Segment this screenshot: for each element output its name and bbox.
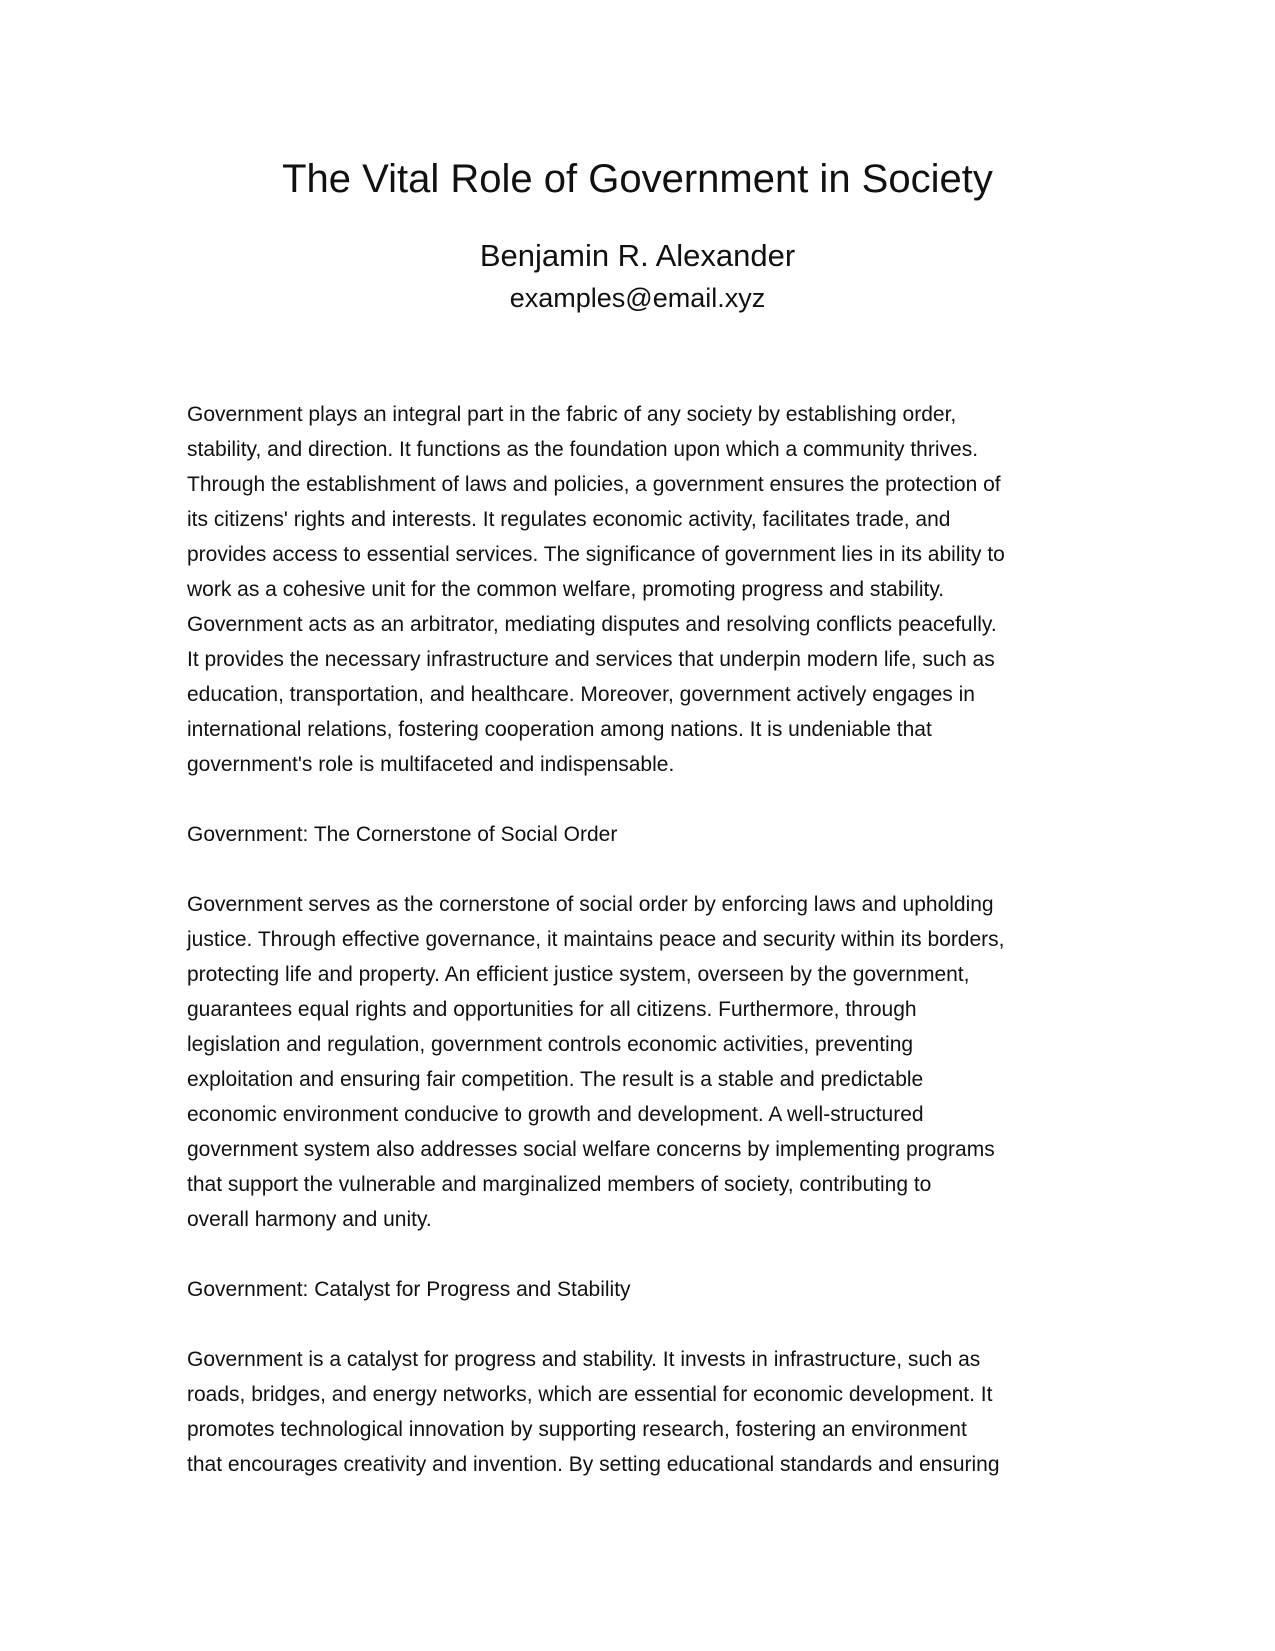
paragraph-line: Government plays an integral part in the fabric of any society by establishing order, xyxy=(187,403,957,426)
paragraph-line: government system also addresses social welfare concerns by implementing programs xyxy=(187,1138,995,1161)
intro-paragraph xyxy=(187,397,1107,782)
paragraph-line: Government acts as an arbitrator, mediating disputes and resolving conflicts peacefully. xyxy=(187,613,997,636)
paragraph-line: provides access to essential services. The significance of government lies in its ability to xyxy=(187,543,1005,566)
paragraph-line: education, transportation, and healthcare. Moreover, government actively engages in xyxy=(187,683,975,706)
paragraph-line: work as a cohesive unit for the common welfare, promoting progress and stability. xyxy=(187,578,945,601)
section-heading-social-order: Government: The Cornerstone of Social Order xyxy=(187,823,618,846)
paragraph-line: guarantees equal rights and opportunities for all citizens. Furthermore, through xyxy=(187,998,917,1021)
author-name: Benjamin R. Alexander xyxy=(479,238,796,273)
paragraph-line: justice. Through effective governance, it maintains peace and security within its borders, xyxy=(187,928,1005,951)
paragraph-line: international relations, fostering cooperation among nations. It is undeniable that xyxy=(187,718,932,741)
paragraph-line: stability, and direction. It functions as the foundation upon which a community thrives. xyxy=(187,438,979,461)
document-title: The Vital Role of Government in Society xyxy=(282,157,993,201)
paragraph-line: Through the establishment of laws and policies, a government ensures the protection of xyxy=(187,473,1001,496)
paragraph-line: legislation and regulation, government controls economic activities, preventing xyxy=(187,1033,914,1056)
paragraph-line: roads, bridges, and energy networks, which are essential for economic development. It xyxy=(187,1383,993,1406)
paragraph-line: economic environment conducive to growth and development. A well-structured xyxy=(187,1103,924,1126)
paragraph-line: exploitation and ensuring fair competition. The result is a stable and predictable xyxy=(187,1068,924,1091)
section-heading-progress: Government: Catalyst for Progress and Stability xyxy=(187,1278,631,1301)
paragraph-line: promotes technological innovation by supporting research, fostering an environment xyxy=(187,1418,967,1441)
paragraph-line: its citizens' rights and interests. It regulates economic activity, facilitates trade, and xyxy=(187,508,951,531)
author-email: examples@email.xyz xyxy=(509,283,766,313)
social-order-paragraph xyxy=(187,887,1107,1237)
paragraph-line: protecting life and property. An efficient justice system, overseen by the government, xyxy=(187,963,970,986)
progress-paragraph xyxy=(187,1342,1107,1482)
paragraph-line: Government is a catalyst for progress and stability. It invests in infrastructure, such as xyxy=(187,1348,981,1371)
paragraph-line: overall harmony and unity. xyxy=(187,1208,432,1231)
paragraph-line: that encourages creativity and invention. By setting educational standards and ensuring xyxy=(187,1453,1000,1476)
paragraph-line: government's role is multifaceted and indispensable. xyxy=(187,753,675,776)
paragraph-line: Government serves as the cornerstone of social order by enforcing laws and upholding xyxy=(187,893,994,916)
paragraph-line: It provides the necessary infrastructure and services that underpin modern life, such as xyxy=(187,648,995,671)
paragraph-line: that support the vulnerable and marginalized members of society, contributing to xyxy=(187,1173,932,1196)
